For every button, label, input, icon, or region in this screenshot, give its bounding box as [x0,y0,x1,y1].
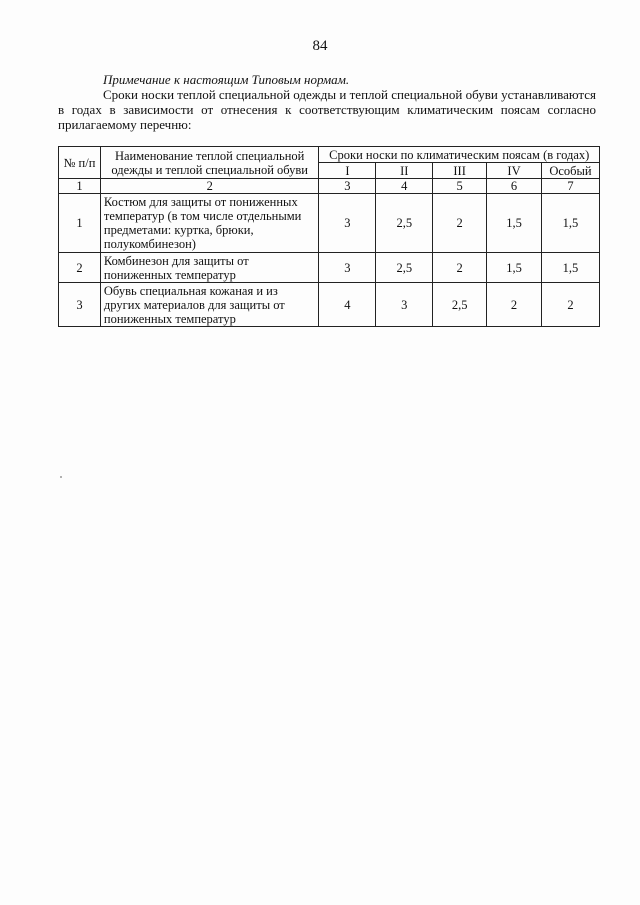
row-num: 1 [59,194,101,253]
zone-header: II [376,163,433,179]
table-row [59,283,600,327]
column-number: 4 [376,179,433,194]
wear-periods-table [58,146,600,327]
row-value: 1,5 [487,194,542,253]
column-number: 3 [319,179,376,194]
row-item-name: Обувь специальная кожаная и из других материалов для защиты от пониженных температур [100,283,319,327]
zone-header: III [433,163,487,179]
row-value: 2 [433,194,487,253]
zone-header: Особый [541,163,599,179]
row-value: 2,5 [376,253,433,283]
row-num: 2 [59,253,101,283]
row-item-name: Комбинезон для защиты от пониженных температур [100,253,319,283]
table-header-row [59,147,600,163]
row-value: 3 [376,283,433,327]
row-num: 3 [59,283,101,327]
page-number: 84 [312,38,328,54]
column-number: 2 [100,179,319,194]
row-value: 2,5 [433,283,487,327]
row-value: 2 [487,283,542,327]
header-periods: Сроки носки по климатическим поясам (в годах) [319,147,600,163]
row-item-name: Костюм для защиты от пониженных температур (в том числе отдельными предметами: куртка, брюки, полукомбинезон) [100,194,319,253]
table-row [59,253,600,283]
header-num: № п/п [59,147,101,179]
column-number: 1 [59,179,101,194]
row-value: 3 [319,253,376,283]
column-number: 6 [487,179,542,194]
row-value: 2,5 [376,194,433,253]
note-body: Сроки носки теплой специальной одежды и теплой специальной обуви устанавливаются в годах в зависимости от отнесения к соответствующим климатическим поясам согласно прилагаемому перечню: [58,87,596,132]
row-value: 1,5 [487,253,542,283]
row-value: 4 [319,283,376,327]
header-name: Наименование теплой специальной одежды и теплой специальной обуви [100,147,319,179]
row-value: 3 [319,194,376,253]
zone-header: IV [487,163,542,179]
column-number: 7 [541,179,599,194]
column-number-row [59,179,600,194]
zone-header: I [319,163,376,179]
note-title: Примечание к настоящим Типовым нормам. [103,72,350,87]
scan-speck [60,476,62,478]
table-row [59,194,600,253]
column-number: 5 [433,179,487,194]
row-value: 1,5 [541,194,599,253]
row-value: 1,5 [541,253,599,283]
row-value: 2 [541,283,599,327]
row-value: 2 [433,253,487,283]
